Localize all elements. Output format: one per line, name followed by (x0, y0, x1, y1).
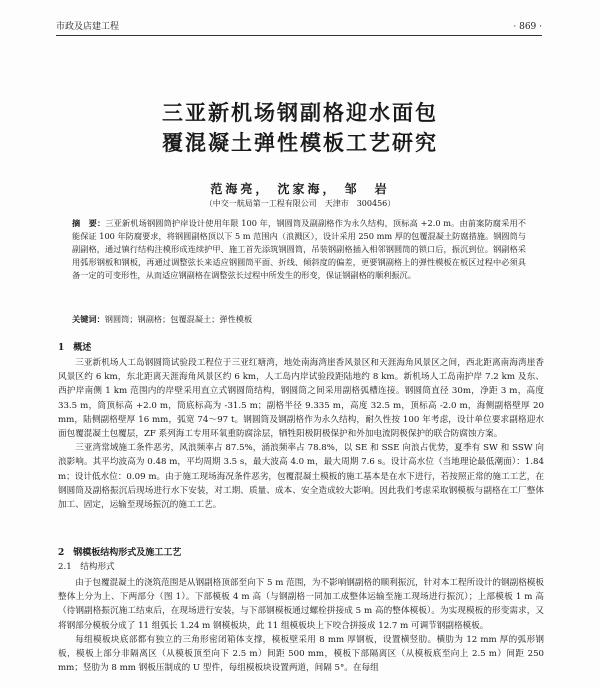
abstract (72, 217, 526, 282)
paper-title (0, 98, 600, 158)
running-header (56, 14, 542, 36)
section-1-paragraph: 三亚新机场人工岛钢圆筒试验段工程位于三亚红塘湾，地处南海湾崖香风景区和天涯海角风景区之间，西北距离南海湾崖香风景区约 6 km，东北距离天涯海角风景区约 6 km，人工岛内岸试验段距陆地约 8 km。新机场人工岛南护岸 7.2 km 及东、西护岸南侧 1 km 范围内的岸壁采用直立式钢圆筒结构，钢圆筒之间采用副格弧槽连接。钢圆筒直径 30m，净距 3 m，高度 33.5 m，筒顶标高 +2.0 m，筒底标高为 -31.5 m；副格半径 9.335 m，高度 32.5 m，顶标高 -2.0 m，海侧副格壁厚 20 mm，陆侧副格壁厚 16 mm，弧宽 74～97 t。钢圆筒及钢副格作为永久结构，耐久性按 100 年考虑，设计单位要求副格迎水面包覆混凝土包覆层，ZF 系列海工专用环氧重防腐涂层，牺牲阳极阴极保护和外加电流阴极保护的联合防腐蚀方案。 (58, 358, 544, 440)
keywords-text: 钢圆筒；钢副格；包覆混凝土；弹性模板 (104, 314, 253, 324)
section-2-body (58, 576, 544, 675)
author-list: 范海亮， 沈家海， 邹 岩 (210, 182, 390, 196)
abstract-label: 摘 要： (72, 218, 106, 228)
keywords-label: 关键词： (72, 314, 105, 324)
title-line-2: 覆混凝土弹性模板工艺研究 (162, 130, 438, 155)
section-1-body (58, 356, 544, 512)
section-1-paragraph: 三亚湾常域施工条件恶劣，风浪频率占 87.5%，涌浪频率占 78.8%，以 SE 和 SSE 向浪占优势，夏季有 SW 和 SSW 向浪影响。其平均波高为 0.48 m，平均周期 3.5 s，最大波高 4.0 m，最大周期 7.6 s。设计高水位（当地理论最低潮面）：1.84 m；设计低水位：0.09 m。由于施工现场海况条件恶劣，包覆混凝土模板的施工基本是在水下进行，若按照正常的施工工艺，在钢圆筒及副格振沉后现场进行水下安装，对工期、质量、成本、安全造成较大影响。因此我们考虑采取钢模板与副格在工厂整体加工、固定，运输至现场振沉的施工工艺。 (58, 443, 544, 511)
section-2-heading: 2 钢模板结构形式及施工工艺 (58, 548, 182, 558)
keywords (72, 314, 526, 325)
section-2-paragraph: 每组模板块底部都有独立的三角形密闭箱体支撑，模板壁采用 8 mm 厚钢板，设置横竖肋。横肋为 12 mm 厚的弧形钢板，模板上部分非隔离区（从模板顶至向下 2.5 m）间距 500 mm，模板下部隔离区（从模板底至向上 2.5 m）间距 250 mm；竖肋为 8 mm 钢板压制成的 U 型件，每组模板块设置两道，间隔 5°。在每组 (58, 634, 544, 674)
section-2-paragraph: 由于包覆混凝土的浇筑范围是从钢副格顶部至向下 5 m 范围，为不影响钢副格的顺利振沉，针对本工程所设计的钢副格模板整体上分为上、下两部分（图 1）。下部模板 4 m 高（与钢副格一同加工成整体运输至施工现场进行振沉）；上部模板 1 m 高（待钢副格振沉施工结束后，在现场进行安装，与下部钢模板通过螺栓拼接成 5 m 高的整体模板）。为实现模板的形变需求，又将钢部分模板分成了 11 组弧长 1.24 m 钢模板块，此 11 组模板块上下咬合拼接成 12.7 m 可调节钢副格模板。 (58, 578, 544, 631)
abstract-text: 三亚新机场钢圆筒护岸设计使用年限 100 年，钢圆筒及副副格作为永久结构，顶标高 +2.0 m。由前案防腐采用不能保证 100 年防腐要求，将钢圆副格顶以下 5 m 范围内（浪溅区），设计采用 250 mm 厚的包覆混凝土防腐措施。钢圆筒与副副格，通过镇行结构注模形成连续护甲、施工首先添筑钢圆筒，吊装钢副格插入相邻钢圆筒的锁口后，振沉到位。钢副格采用弧形钢板和钢板，再通过调整弦长来适应钢圆筒平面、折线、倾斜度的偏差，更要钢副格上的弹性模板在板区过程中必须具备一定的可变形性，从而适应钢副格在调整弦长过程中所发生的形变，保证钢副格的顺利振沉。 (72, 218, 526, 280)
section-1-heading: 1 概述 (58, 343, 92, 353)
journal-name: 市政及店建工程 (56, 22, 120, 32)
title-line-1: 三亚新机场钢副格迎水面包 (162, 100, 438, 125)
subsection-2-1-heading: 2.1 结构形式 (58, 562, 115, 572)
affiliation: （中交一航局第一工程有限公司 天津市 300456） (204, 199, 396, 208)
page-number: · 869 · (513, 22, 542, 32)
